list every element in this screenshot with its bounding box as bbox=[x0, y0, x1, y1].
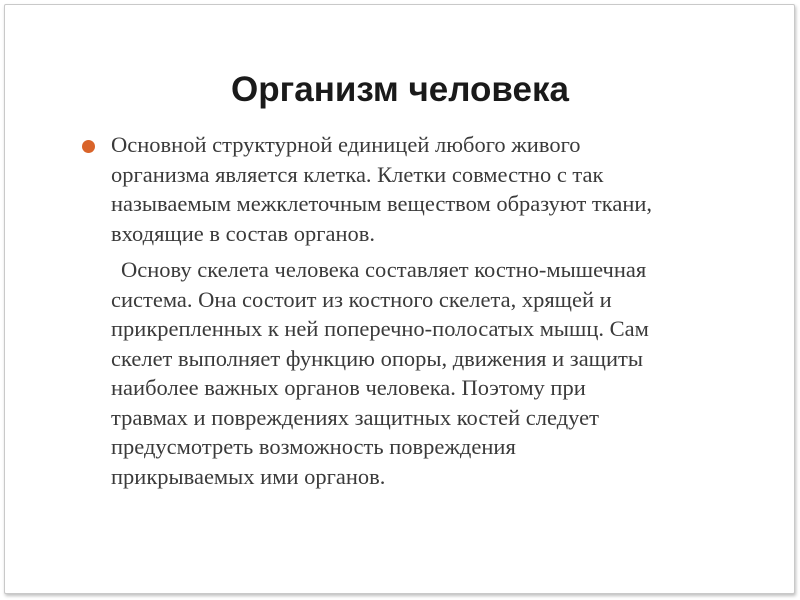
paragraph-1-line: Основной структурной единицей любого живого bbox=[111, 132, 581, 157]
paragraph-2-first-line bbox=[111, 255, 771, 285]
paragraph-2-line: Основу скелета человека составляет костно-мышечная bbox=[121, 257, 647, 282]
paragraph-2-line: скелет выполняет функцию опоры, движения и защиты bbox=[111, 345, 643, 371]
slide-title: Организм человека bbox=[231, 70, 569, 109]
paragraph-2-line: прикрываемых ими органов. bbox=[111, 463, 386, 489]
paragraph-1-line: входящие в состав органов. bbox=[111, 220, 376, 246]
paragraph-2-line: наиболее важных органов человека. Поэтому при bbox=[111, 375, 586, 400]
paragraph-1 bbox=[111, 130, 771, 248]
paragraph-2-line: система. Она состоит из костного скелета, хрящей и bbox=[111, 286, 612, 312]
paragraph-2-line: травмах и повреждениях защитных костей следует bbox=[111, 404, 599, 430]
slide-content bbox=[111, 130, 771, 491]
paragraph-2 bbox=[111, 255, 771, 491]
paragraph-1-line: организма является клетка. Клетки совместно с так bbox=[111, 161, 604, 187]
paragraph-1-line: называемым межклеточным веществом образуют ткани, bbox=[111, 191, 653, 216]
paragraph-2-line: предусмотреть возможность повреждения bbox=[111, 434, 516, 459]
bullet-icon bbox=[82, 140, 95, 153]
paragraph-2-line: прикрепленных к ней поперечно-полосатых мышц. Сам bbox=[111, 316, 649, 341]
